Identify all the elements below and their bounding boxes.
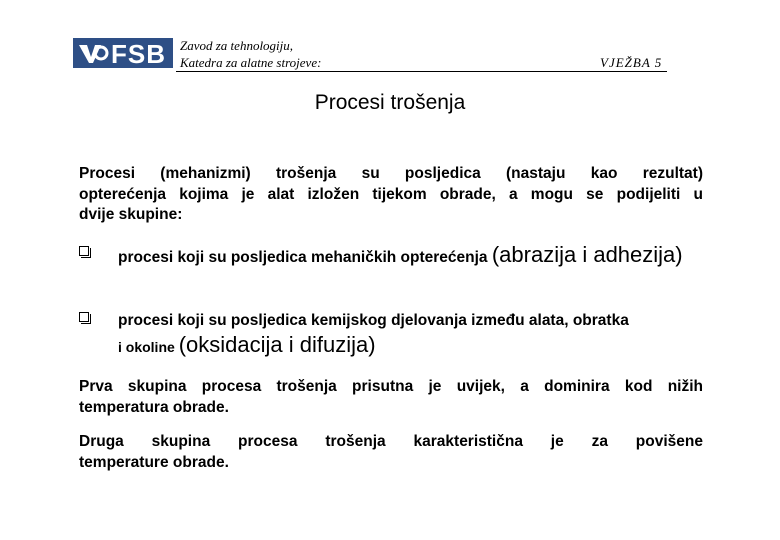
square-bullet-icon	[79, 246, 89, 256]
bullet-2-highlight: (oksidacija i difuzija)	[178, 332, 376, 357]
bullet-text	[118, 309, 708, 360]
bullet-1-highlight: (abrazija i adhezija)	[491, 242, 683, 267]
intro-line-3: dvije skupine:	[79, 206, 183, 223]
bullet-2-text: procesi koji su posljedica kemijskog djelovanja između alata, obratka	[118, 312, 629, 329]
bullet-text	[118, 243, 708, 270]
header-divider	[176, 71, 667, 72]
intro-line-1: Procesi (mehanizmi) trošenja su posljedica (nastaju kao rezultat)	[79, 165, 703, 182]
fsb-logo-emblem-icon	[77, 41, 109, 65]
institution-line-2: Katedra za alatne strojeve:	[180, 55, 322, 70]
paragraph-3-line-2: temperature obrade.	[79, 453, 229, 471]
intro-line-2: opterećenja kojima je alat izložen tijekom obrade, a mogu se podijeliti u	[79, 185, 703, 203]
institution-line-1: Zavod za tehnologiju,	[180, 38, 294, 53]
paragraph-2-line-2: temperatura obrade.	[79, 398, 229, 416]
bullet-2-text-cont: i okoline	[118, 339, 179, 355]
exercise-label: VJEŽBA 5	[600, 55, 663, 70]
square-bullet-icon	[79, 312, 89, 322]
fsb-logo	[73, 38, 173, 68]
paragraph-2-line-1: Prva skupina procesa trošenja prisutna je uvijek, a dominira kod nižih	[79, 378, 703, 395]
paragraph-second-group	[79, 432, 703, 473]
intro-paragraph	[79, 164, 703, 226]
page-header	[0, 0, 780, 80]
page-title: Procesi trošenja	[314, 91, 466, 114]
paragraph-3-line-1: Druga skupina procesa trošenja karakteristična je za povišene	[79, 433, 703, 450]
bullet-1-text: procesi koji su posljedica mehaničkih opterećenja	[118, 249, 492, 266]
logo-text: FSB	[111, 39, 166, 69]
paragraph-first-group	[79, 377, 703, 418]
